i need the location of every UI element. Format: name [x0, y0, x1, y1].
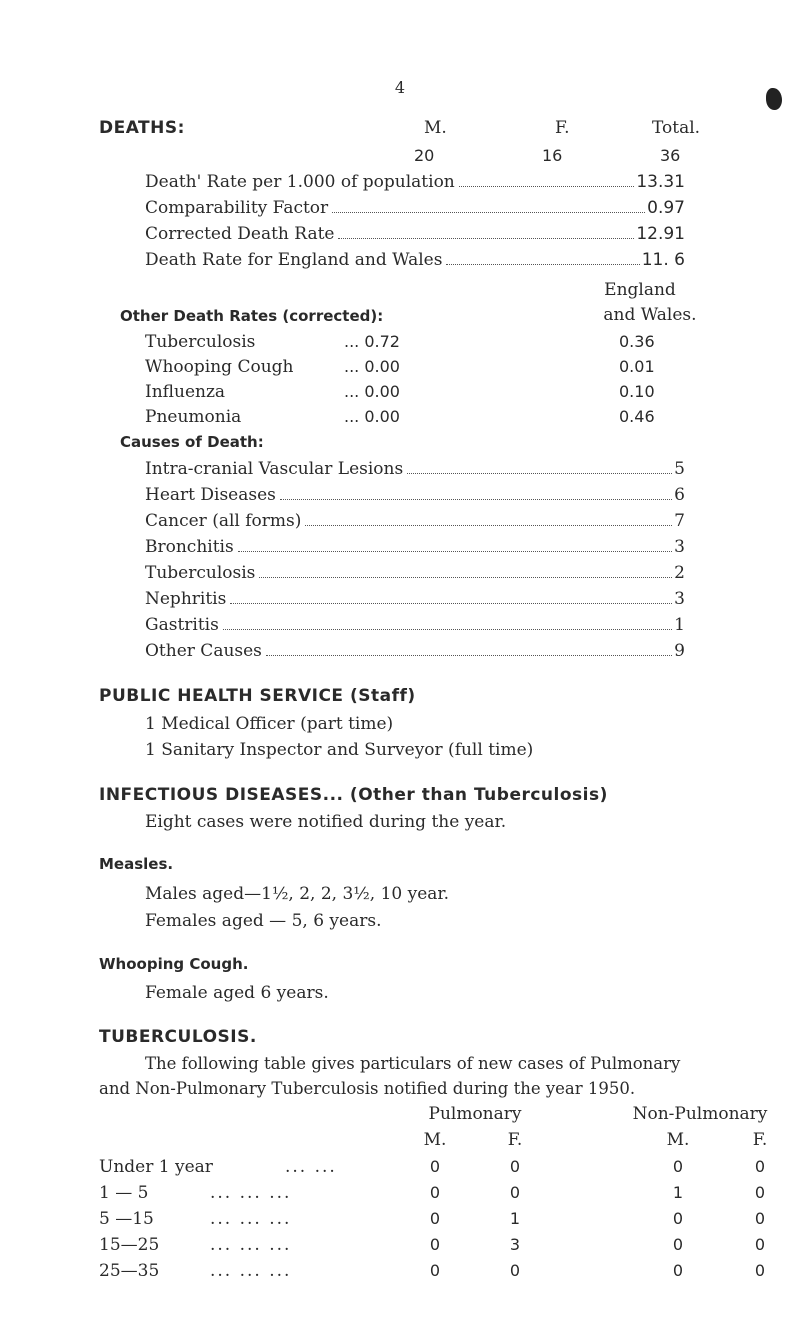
tb-col-nm: M.: [666, 1130, 690, 1150]
tb-intro-line1: The following table gives particulars of new cases of Pulmonary: [145, 1054, 681, 1073]
other-rate-ew: 0.01: [619, 357, 655, 376]
rate-label: Death Rate for England and Wales: [145, 250, 443, 270]
tb-intro-line2: and Non-Pulmonary Tuberculosis notified during the year 1950.: [99, 1079, 636, 1098]
rate-value: 11. 6: [641, 250, 685, 270]
tb-dots: ... ... ...: [210, 1209, 292, 1229]
cause-value: 2: [674, 563, 685, 583]
cause-row: [145, 589, 685, 609]
tb-heading: TUBERCULOSIS.: [99, 1027, 257, 1047]
rate-label: Corrected Death Rate: [145, 224, 335, 244]
staff-line: 1 Medical Officer (part time): [145, 714, 394, 734]
cause-label: Cancer (all forms): [145, 511, 302, 531]
cause-label: Bronchitis: [145, 537, 234, 557]
cause-row: [145, 511, 685, 531]
tb-age: Under 1 year: [99, 1157, 213, 1177]
deaths-col-m: M.: [424, 118, 447, 138]
measles-heading: Measles.: [99, 855, 174, 873]
tb-dots: ... ... ...: [210, 1261, 292, 1281]
public-health-heading: PUBLIC HEALTH SERVICE (Staff): [99, 686, 416, 706]
rate-label: Comparability Factor: [145, 198, 329, 218]
whooping-heading: Whooping Cough.: [99, 955, 249, 973]
tb-nf: 0: [754, 1209, 766, 1228]
tb-pm: 0: [429, 1261, 441, 1280]
other-rate-label: Whooping Cough: [145, 357, 294, 377]
other-rate-label: Pneumonia: [145, 407, 242, 427]
measles-females: Females aged — 5, 6 years.: [145, 911, 382, 931]
cause-value: 3: [674, 589, 685, 609]
tb-age: 5 —15: [99, 1209, 154, 1229]
other-rate-value: ... 0.72: [344, 332, 400, 351]
tb-pm: 0: [429, 1157, 441, 1176]
other-rate-value: ... 0.00: [344, 407, 400, 426]
cause-value: 1: [674, 615, 685, 635]
tb-nm: 0: [672, 1209, 684, 1228]
tb-nf: 0: [754, 1183, 766, 1202]
measles-males: Males aged—1½, 2, 2, 3½, 10 year.: [145, 884, 450, 904]
other-rates-heading: Other Death Rates (corrected):: [120, 307, 384, 325]
cause-row: [145, 537, 685, 557]
tb-nf: 0: [754, 1157, 766, 1176]
cause-label: Other Causes: [145, 641, 262, 661]
tb-pf: 1: [509, 1209, 521, 1228]
cause-value: 7: [674, 511, 685, 531]
cause-row: [145, 459, 685, 479]
cause-label: Gastritis: [145, 615, 219, 635]
deaths-val-m: 20: [414, 146, 435, 165]
other-rate-label: Influenza: [145, 382, 226, 402]
tb-nm: 0: [672, 1157, 684, 1176]
cause-value: 9: [674, 641, 685, 661]
cause-row: [145, 563, 685, 583]
rate-row: [145, 224, 685, 244]
rate-row: [145, 250, 685, 270]
tb-age: 15—25: [99, 1235, 160, 1255]
deaths-val-f: 16: [542, 146, 563, 165]
rate-value: 12.91: [636, 224, 685, 244]
cause-row: [145, 615, 685, 635]
tb-group-nonpulmonary: Non-Pulmonary: [632, 1104, 768, 1124]
infectious-heading: INFECTIOUS DISEASES... (Other than Tuberculosis): [99, 785, 608, 805]
tb-nf: 0: [754, 1235, 766, 1254]
cause-row: [145, 641, 685, 661]
causes-heading: Causes of Death:: [120, 433, 264, 451]
tb-dots: ... ... ...: [210, 1183, 292, 1203]
cause-value: 3: [674, 537, 685, 557]
tb-pm: 0: [429, 1235, 441, 1254]
cause-value: 5: [674, 459, 685, 479]
rate-label: Death' Rate per 1.000 of population: [145, 172, 455, 192]
deaths-col-total: Total.: [652, 118, 701, 138]
cause-label: Nephritis: [145, 589, 227, 609]
whooping-line: Female aged 6 years.: [145, 983, 329, 1003]
rate-row: [145, 172, 685, 192]
tb-dots: ... ...: [285, 1157, 337, 1177]
ink-blot: [766, 88, 782, 110]
tb-group-pulmonary: Pulmonary: [428, 1104, 522, 1124]
tb-pm: 0: [429, 1209, 441, 1228]
tb-nm: 0: [672, 1235, 684, 1254]
page-number: 4: [394, 78, 406, 97]
tb-dots: ... ... ...: [210, 1235, 292, 1255]
tb-pf: 0: [509, 1183, 521, 1202]
tb-pm: 0: [429, 1183, 441, 1202]
rate-row: [145, 198, 685, 218]
tb-nf: 0: [754, 1261, 766, 1280]
cause-label: Heart Diseases: [145, 485, 276, 505]
other-rate-ew: 0.46: [619, 407, 655, 426]
rate-value: 0.97: [647, 198, 685, 218]
tb-age: 1 — 5: [99, 1183, 149, 1203]
ew-header-line2: and Wales.: [603, 305, 697, 325]
other-rate-ew: 0.36: [619, 332, 655, 351]
tb-pf: 0: [509, 1157, 521, 1176]
tb-col-nf: F.: [752, 1130, 768, 1150]
staff-line: 1 Sanitary Inspector and Surveyor (full time): [145, 740, 534, 760]
other-rate-ew: 0.10: [619, 382, 655, 401]
cause-label: Intra-cranial Vascular Lesions: [145, 459, 404, 479]
infectious-line: Eight cases were notified during the year.: [145, 812, 507, 832]
deaths-heading: DEATHS:: [99, 118, 185, 138]
deaths-col-f: F.: [555, 118, 570, 138]
rate-value: 13.31: [636, 172, 685, 192]
tb-pf: 3: [509, 1235, 521, 1254]
cause-value: 6: [674, 485, 685, 505]
tb-col-pf: F.: [507, 1130, 523, 1150]
tb-col-pm: M.: [423, 1130, 447, 1150]
tb-nm: 1: [672, 1183, 684, 1202]
ew-header-line1: England: [604, 280, 676, 300]
tb-nm: 0: [672, 1261, 684, 1280]
cause-row: [145, 485, 685, 505]
tb-age: 25—35: [99, 1261, 160, 1281]
tb-pf: 0: [509, 1261, 521, 1280]
cause-label: Tuberculosis: [145, 563, 256, 583]
other-rate-value: ... 0.00: [344, 382, 400, 401]
deaths-val-total: 36: [660, 146, 681, 165]
other-rate-value: ... 0.00: [344, 357, 400, 376]
other-rate-label: Tuberculosis: [145, 332, 256, 352]
